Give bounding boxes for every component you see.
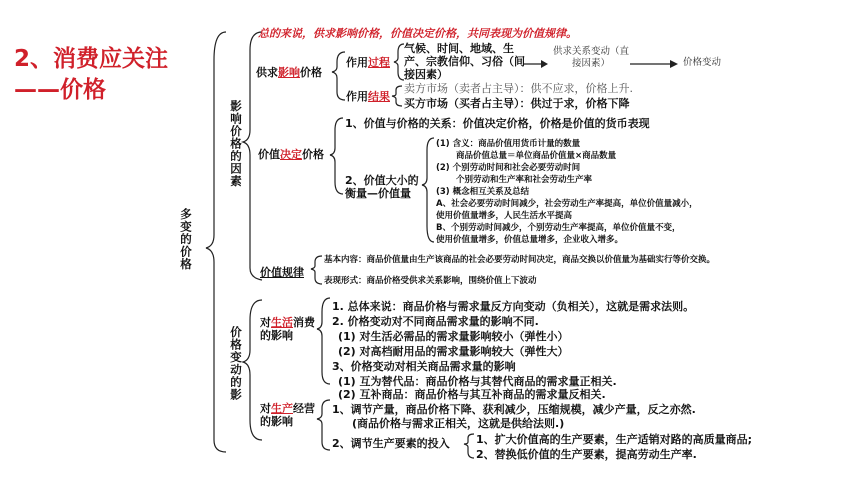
- production-line-5: 2、替换低价值的生产要素，提高劳动生产率.: [476, 448, 697, 461]
- production-line-2: (商品价格与需求正相关，这就是供给法则.): [352, 417, 565, 430]
- on-life-label: 对生活消费的影响: [260, 316, 315, 342]
- branch-influence: 影响价格的因素: [229, 100, 243, 188]
- seller-market: 卖方市场（卖者占主导）：供不应求，价格上升.: [404, 82, 633, 95]
- life-line-2: 2. 价格变动对不同商品需求量的影响不同.: [332, 315, 539, 328]
- value-item2-sub: 个别劳动和生产率和社会劳动生产率: [456, 175, 593, 185]
- root-label: 多变的价格: [179, 208, 193, 271]
- value-law-content: 基本内容：商品价值量由生产该商品的社会必要劳动时间决定，商品交换以价值量为基础实行等价交换。: [324, 255, 716, 265]
- buyer-market: 买方市场（买者占主导）：供过于求，价格下降: [404, 97, 630, 110]
- supply-brace: [332, 52, 345, 100]
- summary-line: 总的来说，供求影响价格，价值决定价格，共同表现为价值规律。: [258, 27, 577, 40]
- value-item1-formula: 商品价值总量＝单位商品价值量×商品数量: [456, 151, 617, 161]
- point-a-1: A、社会必要劳动时间减少，社会劳动生产率提高，单位价值量减小，: [436, 199, 698, 209]
- on-production-label: 对生产经营的影响: [260, 402, 315, 428]
- life-line-3: (1) 对生活必需品的需求量影响较小（弹性小）: [338, 330, 569, 343]
- value-item3: (3) 概念相互关系及总结: [436, 187, 530, 197]
- value-item1: (1) 含义：商品价值用货币计量的数量: [436, 139, 581, 149]
- value-measure-label: 2、价值大小的衡量—价值量: [345, 174, 419, 200]
- end-text: 价格变动: [683, 57, 722, 68]
- value-relation: 1、价值与价格的关系：价值决定价格，价格是价值的货币表现: [345, 117, 650, 130]
- root-brace: [206, 32, 226, 452]
- life-line-6: (1) 互为替代品：商品价格与其替代商品的需求量正相关.: [338, 375, 617, 388]
- production-line-3: 2、调节生产要素的投入: [332, 437, 450, 450]
- production-line-4: 1、扩大价值高的生产要素，生产适销对路的高质量商品;: [476, 433, 753, 446]
- value-item2: (2) 个别劳动时间和社会必要劳动时间: [436, 163, 581, 173]
- result-label: 作用结果: [346, 90, 390, 103]
- life-line-7: (2) 互补商品：商品价格与其互补商品的需求量反相关.: [338, 388, 606, 401]
- process-label: 作用过程: [346, 56, 390, 69]
- life-line-5: 3、价格变动对相关商品需求量的影响: [332, 360, 516, 373]
- production-line-1: 1、调节产量，商品价格下降、获利减少，压缩规模，减少产量，反之亦然.: [332, 403, 696, 416]
- value-law-form: 表现形式：商品价格受供求关系影响，围绕价值上下波动: [324, 276, 537, 286]
- point-a-2: 使用价值量增多，人民生活水平提高: [436, 211, 573, 221]
- middle-text: 供求关系变动（直接因素）: [553, 46, 630, 69]
- slide-title: 2、消费应关注——价格: [14, 46, 169, 103]
- supply-demand-label: 供求影响价格: [256, 66, 322, 79]
- value-law-label: 价值规律: [260, 266, 304, 279]
- point-b-2: 使用价值量增多，价值总量增多，企业收入增多。: [436, 235, 624, 245]
- process-text: 气候、时间、地域、生产、宗教信仰、习俗（间接因素）: [404, 42, 525, 81]
- value-decides-label: 价值决定价格: [258, 148, 324, 161]
- life-line-4: (2) 对高档耐用品的需求量影响较大（弹性大）: [338, 345, 569, 358]
- life-line-1: 1. 总体来说：商品价格与需求量反方向变动（负相关），这就是需求法则。: [332, 300, 695, 313]
- point-b-1: B、个别劳动时间减少，个别劳动生产率提高，单位价值量不变，: [436, 223, 681, 233]
- branch-effects: 价格变动的影: [229, 326, 243, 401]
